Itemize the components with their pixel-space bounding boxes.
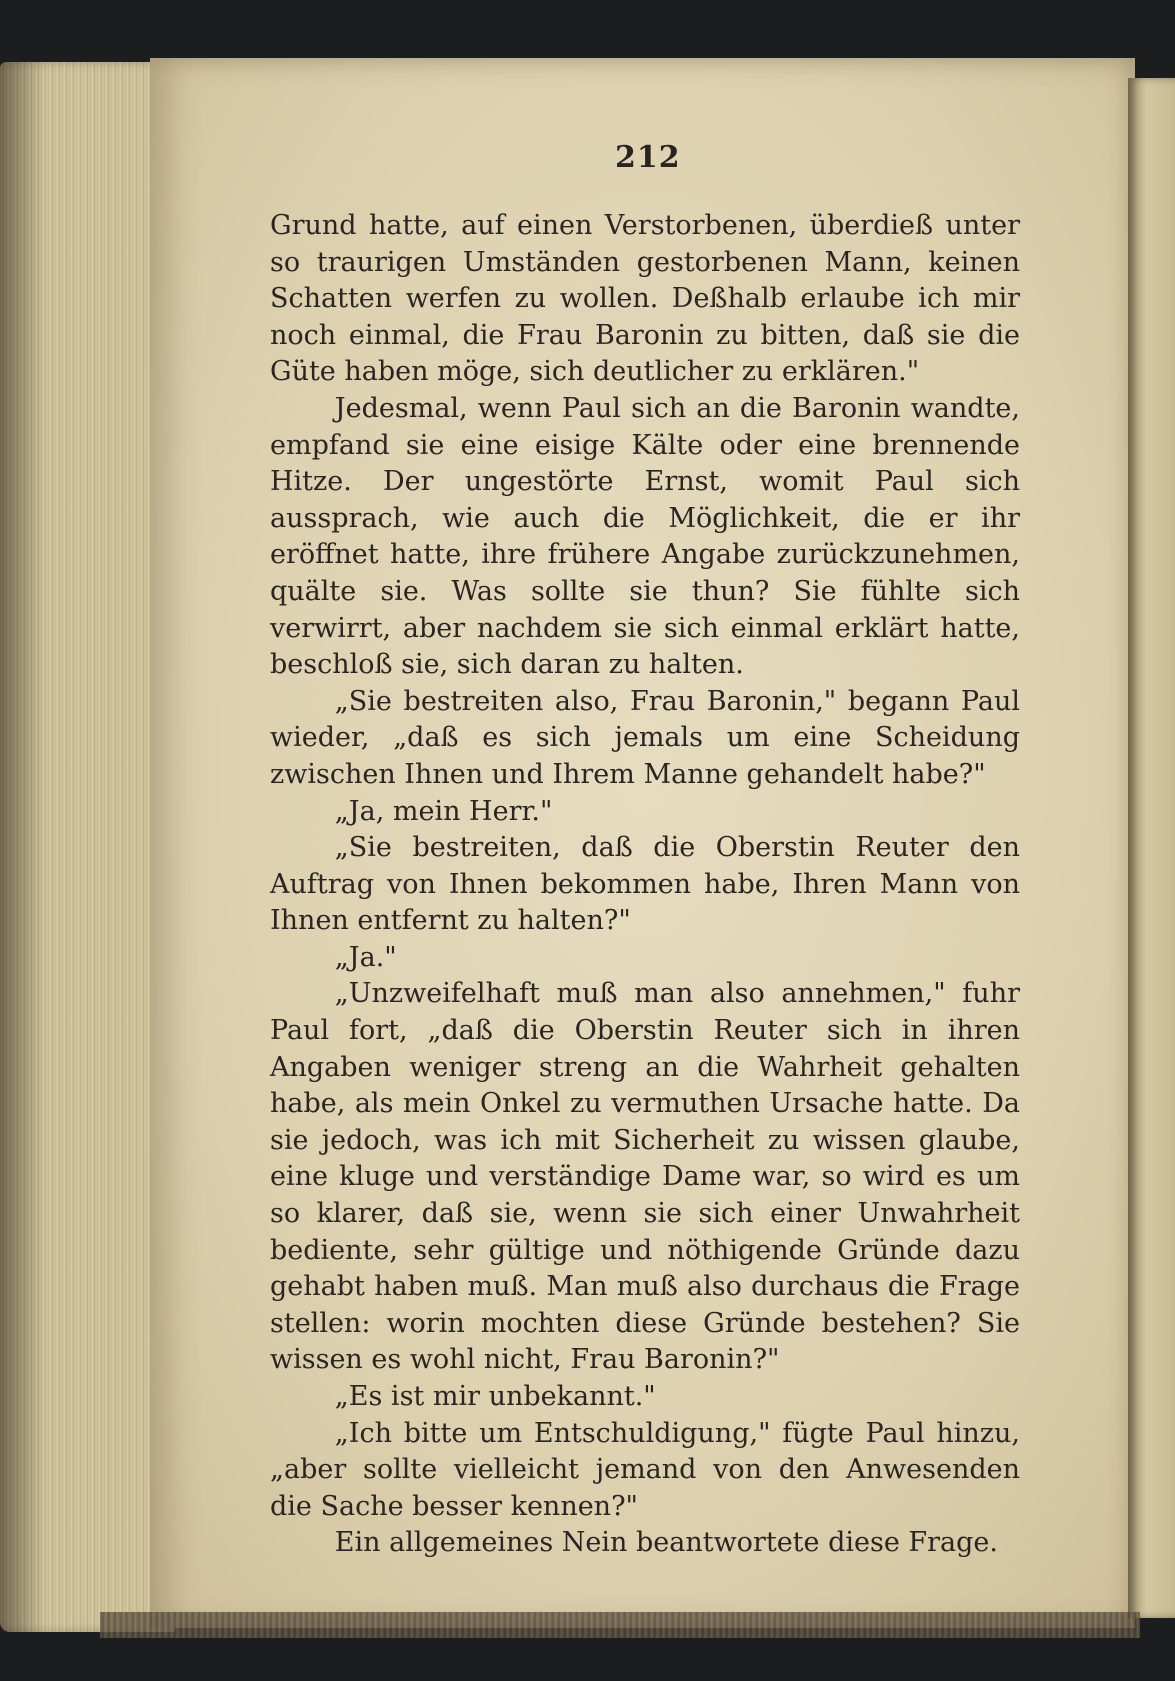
paragraph: Ein allgemeines Nein beantwortete diese Frage. xyxy=(334,1527,998,1559)
book-bottom-edge xyxy=(100,1612,1140,1638)
page-number: 212 xyxy=(615,140,681,175)
paragraph: Grund hatte, auf einen Verstorbenen, überdieß unter so traurigen Umständen gestorbenen Mann, keinen Schatten werfen zu wollen. Deßhalb erlaube ich mir noch einmal, die Frau Baronin zu bitten, daß sie die Güte haben möge, sich deutlicher zu erklären." xyxy=(270,210,1020,388)
page-stack-edges xyxy=(0,62,175,1632)
paragraph: Jedesmal, wenn Paul sich an die Baronin wandte, empfand sie eine eisige Kälte oder eine brennende Hitze. Der ungestörte Ernst, womit Paul sich aussprach, wie auch die Möglichkeit, die er ihr eröffnet hatte, ihre frühere Angabe zurückzunehmen, quälte sie. Was sollte sie thun? Sie fühlte sich verwirrt, aber nachdem sie sich einmal erklärt hatte, beschloß sie, sich daran zu halten. xyxy=(270,392,1020,681)
paragraph: „Es ist mir unbekannt." xyxy=(334,1381,656,1412)
paragraph: „Ja, mein Herr." xyxy=(334,795,553,827)
paragraph: „Ich bitte um Entschuldigung," fügte Paul hinzu, „aber sollte vielleicht jemand von den Anwesenden die Sache besser kennen?" xyxy=(270,1417,1020,1522)
paragraph: „Unzweifelhaft muß man also annehmen," fuhr Paul fort, „daß die Oberstin Reuter sich in ihren Angaben weniger streng an die Wahrheit gehalten habe, als mein Onkel zu vermuthen Ursache hatte. Da sie jedoch, was ich mit Sicherheit zu wissen glaube, eine kluge und verständige Dame war, so wird es um so klarer, daß sie, wenn sie sich einer Unwahrheit bediente, sehr gültige und nöthigende Gründe dazu gehabt haben muß. Man muß also durchaus die Frage stellen: worin mochten diese Gründe bestehen? Sie wissen es wohl nicht, Frau Baronin?" xyxy=(270,978,1020,1376)
body-text xyxy=(270,208,1020,1562)
facing-page-edge xyxy=(1128,78,1175,1618)
paragraph: „Sie bestreiten also, Frau Baronin," begann Paul wieder, „daß es sich jemals um eine Scheidung zwischen Ihnen und Ihrem Manne gehandelt habe?" xyxy=(270,685,1020,790)
paragraph: „Ja." xyxy=(334,941,397,973)
paragraph: „Sie bestreiten, daß die Oberstin Reuter den Auftrag von Ihnen bekommen habe, Ihren Mann von Ihnen entfernt zu halten?" xyxy=(270,832,1020,937)
